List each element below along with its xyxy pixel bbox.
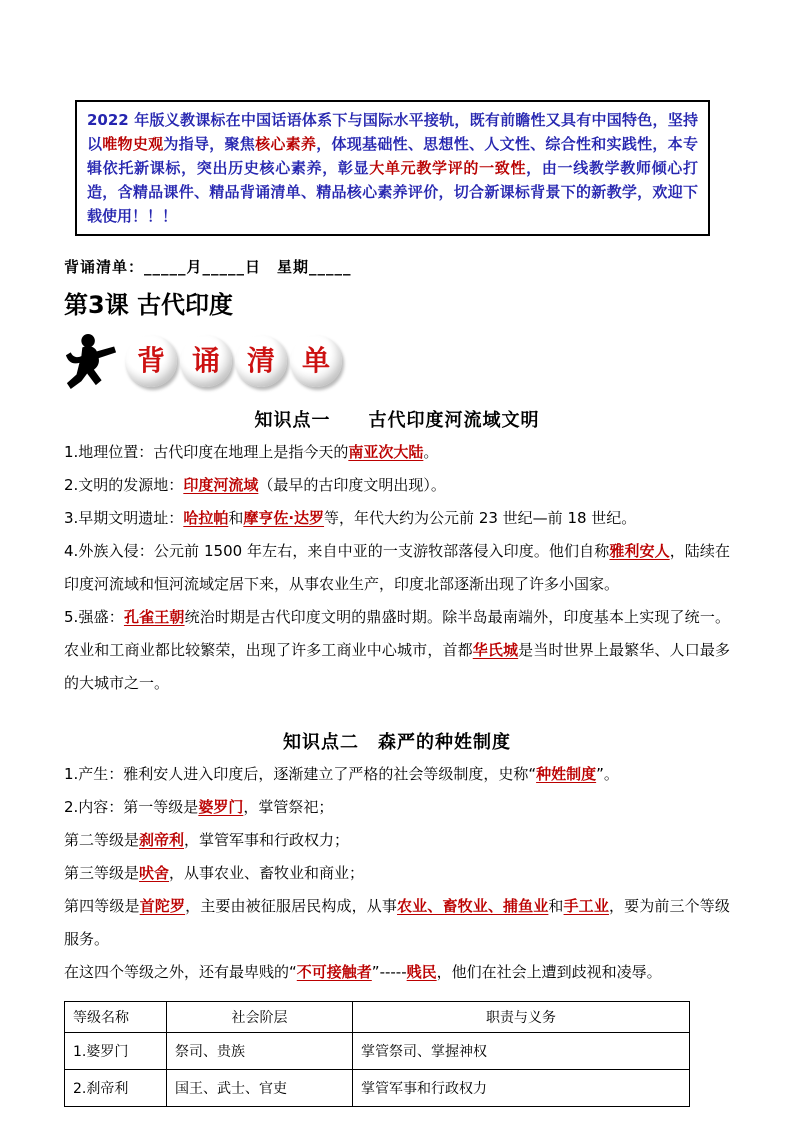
table-cell: 国王、武士、官吏 (167, 1070, 353, 1107)
table-cell: 祭司、贵族 (167, 1033, 353, 1070)
text-run: 孔雀王朝 (123, 608, 185, 626)
table-row (65, 1033, 690, 1070)
text-run: ，掌管祭祀； (243, 798, 334, 816)
table-header-cell: 等级名称 (65, 1002, 167, 1033)
text-run: 1.产生：雅利安人进入印度后，逐渐建立了严格的社会等级制度，史称“ (64, 765, 537, 783)
text-run: 种姓制度 (536, 765, 597, 783)
text-run: （最早的古印度文明出现）。 (258, 476, 446, 494)
text-run: 吠舍 (139, 864, 170, 882)
knowledge-item (64, 857, 730, 890)
text-run: 和 (548, 897, 564, 915)
text-run: 2022 年版义教课标在中国话语体系下与国际水平接轨，既有前瞻性又具有中国特色，坚持以 (87, 111, 698, 153)
text-run: ”。 (596, 765, 619, 783)
text-run: 印度河流域 (183, 476, 259, 494)
text-run: 唯物史观 (102, 135, 164, 153)
text-run: ，陆续在印度河流域和恒河流域定居下来，从事农业生产，印度北部逐渐出现了许多小国家。 (64, 542, 730, 593)
section-heading-knowledge-point-2: 知识点二 森严的种姓制度 (283, 732, 511, 753)
text-run: 华氏城 (472, 641, 519, 659)
intro-notice-text (87, 111, 698, 225)
table-header-cell: 职责与义务 (353, 1002, 690, 1033)
knowledge-item (64, 824, 730, 857)
text-run: ，体现基础性、思想性、人文性、综合性和实践性，本专辑依托新课标，突出历史核心素养，彰显 (87, 135, 698, 177)
badge-sphere (125, 335, 177, 387)
text-run: 农业、畜牧业、捕鱼业 (397, 897, 549, 915)
text-run: 3.早期文明遗址： (64, 509, 184, 527)
knowledge-item (64, 791, 730, 824)
knowledge-item (64, 890, 730, 956)
text-run: 雅利安人 (609, 542, 670, 560)
table-cell: 2.刹帝利 (65, 1070, 167, 1107)
table-header-row (65, 1002, 690, 1033)
text-run: 第四等级是 (64, 897, 140, 915)
text-run: 2.内容：第一等级是 (64, 798, 199, 816)
knowledge-item (64, 601, 730, 700)
badge-char: 清 (246, 344, 275, 377)
text-run: ，他们在社会上遭到歧视和凌辱。 (436, 963, 662, 981)
text-run: 统治时期是古代印度文明的鼎盛时期。除半岛最南端外，印度基本上实现了统一。农业和工商业都比较繁荣，出现了许多工商业中心城市，首都 (64, 608, 730, 659)
knowledge-item (64, 956, 730, 989)
knowledge-item (64, 469, 730, 502)
text-run: 手工业 (563, 897, 609, 915)
text-run: ，掌管军事和行政权力； (184, 831, 350, 849)
text-run: ”----- (371, 963, 407, 981)
text-run: 贱民 (406, 963, 437, 981)
text-run: 。 (423, 443, 439, 461)
badge-spheres (122, 335, 342, 387)
text-run: ，从事农业、畜牧业和商业； (169, 864, 365, 882)
knowledge-item (64, 758, 730, 791)
caste-table (64, 1001, 690, 1107)
text-run: 在这四个等级之外，还有最卑贱的“ (64, 963, 297, 981)
knowledge-item (64, 436, 730, 469)
text-run: 1.地理位置：古代印度在地理上是指今天的 (64, 443, 349, 461)
text-run: 2.文明的发源地： (64, 476, 184, 494)
text-run: 第二等级是 (64, 831, 140, 849)
text-run: 核心素养 (255, 135, 317, 153)
text-run: 4.外族入侵：公元前 1500 年左右，来自中亚的一支游牧部落侵入印度。他们自称 (64, 542, 610, 560)
text-run: 摩亨佐·达罗 (243, 509, 325, 527)
intro-notice-box (75, 100, 710, 236)
text-run: ，要为前三个等级服务。 (64, 897, 730, 948)
badge-sphere (180, 335, 232, 387)
badge-sphere (235, 335, 287, 387)
badge-char: 诵 (191, 344, 220, 377)
text-run: 为指导，聚焦 (163, 135, 256, 153)
text-run: 首陀罗 (139, 897, 186, 915)
text-run: 南亚次大陆 (348, 443, 424, 461)
knowledge-point-2-body (64, 758, 730, 989)
text-run: 等，年代大约为公元前 23 世纪—前 18 世纪。 (324, 509, 637, 527)
text-run: 大单元教学评的一致性 (369, 159, 527, 177)
text-run: ，由一线教学教师倾心打造，含精品课件、精品背诵清单、精品核心素养评价，切合新课标背景下的新教学，欢迎下载使用！！！ (87, 159, 698, 225)
kungfu-figure-icon (64, 332, 118, 390)
text-run: 和 (228, 509, 244, 527)
badge-char: 单 (301, 344, 330, 377)
badge-char: 背 (136, 344, 165, 377)
document-content (64, 0, 730, 1107)
text-run: 是当时世界上最繁华、人口最多的大城市之一。 (64, 641, 730, 692)
table-cell: 掌管祭司、掌握神权 (353, 1033, 690, 1070)
text-run: 刹帝利 (139, 831, 185, 849)
text-run: 婆罗门 (198, 798, 244, 816)
recitation-badge (64, 332, 730, 390)
text-run: 5.强盛： (64, 608, 124, 626)
table-cell: 1.婆罗门 (65, 1033, 167, 1070)
knowledge-point-1-body (64, 436, 730, 700)
text-run: 不可接触者 (296, 963, 372, 981)
text-run: 哈拉帕 (183, 509, 229, 527)
recitation-date-line: 背诵清单：_____月_____日 星期_____ (64, 258, 352, 276)
knowledge-item (64, 502, 730, 535)
badge-sphere (290, 335, 342, 387)
knowledge-item (64, 535, 730, 601)
table-cell: 掌管军事和行政权力 (353, 1070, 690, 1107)
text-run: ，主要由被征服居民构成，从事 (185, 897, 398, 915)
text-run: 第三等级是 (64, 864, 140, 882)
course-title: 第3课 古代印度 (64, 291, 234, 319)
section-heading-knowledge-point-1: 知识点一 古代印度河流域文明 (254, 410, 540, 431)
table-row (65, 1070, 690, 1107)
table-header-cell: 社会阶层 (167, 1002, 353, 1033)
